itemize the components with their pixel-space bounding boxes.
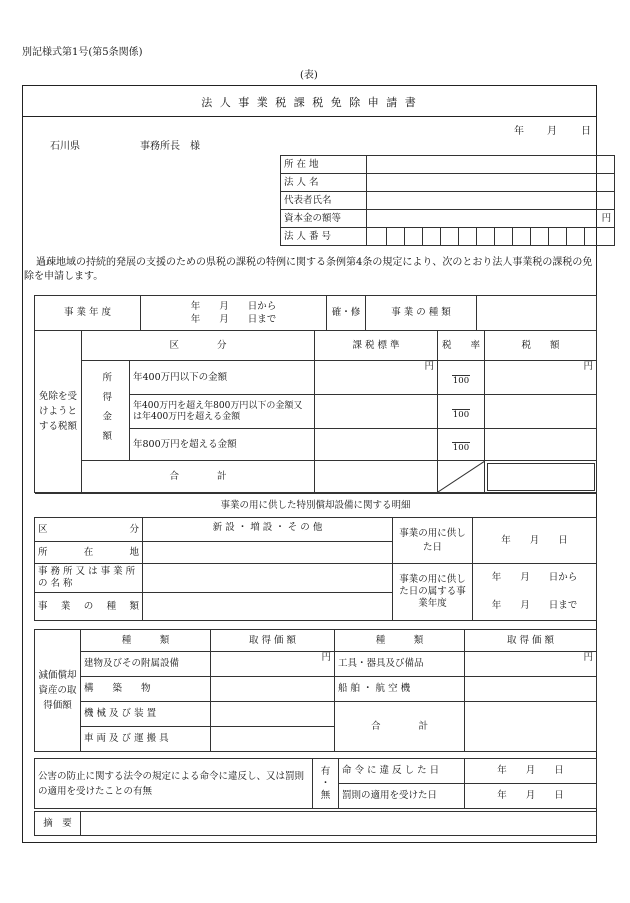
order-violation-date-label: 命 令 に 違 反 し た 日 <box>339 759 465 784</box>
use-year-label: 事業の用に供した日の属する事業年度 <box>393 564 473 621</box>
business-year-label: 事 業 年 度 <box>35 296 141 331</box>
addressee-prefecture: 石川県 <box>50 141 80 152</box>
tax-header-kubun: 区 分 <box>82 331 315 361</box>
applicant-capital-label: 資本金の額等 <box>281 210 367 228</box>
use-year-field[interactable] <box>473 564 597 621</box>
tax-table <box>34 330 597 493</box>
violation-dot: ・ <box>320 777 331 789</box>
corp-number-digit[interactable] <box>367 228 387 246</box>
tax-total-rate-diagonal <box>438 461 485 493</box>
tax-row-3-label: 年800万円を超える金額 <box>130 429 315 461</box>
tax-row-1-amount[interactable]: 円 <box>485 361 597 395</box>
summary-label: 摘 要 <box>35 812 81 836</box>
equipment-kubun-options[interactable]: 新 設 ・ 増 設 ・ そ の 他 <box>143 518 393 542</box>
corp-number-digit[interactable] <box>423 228 441 246</box>
applicant-name-field[interactable] <box>367 174 615 192</box>
rate-denominator: 100 <box>452 410 470 421</box>
business-type-field[interactable] <box>477 296 597 331</box>
equipment-office-label: 事 務 所 又 は 事 業 所 の 名 称 <box>35 564 143 593</box>
tax-header-rate: 税 率 <box>438 331 485 361</box>
rate-denominator: 100 <box>452 376 470 387</box>
asset-buildings-price[interactable]: 円 <box>211 652 335 677</box>
corp-number-digit[interactable] <box>441 228 459 246</box>
tax-row-3-rate[interactable] <box>438 429 485 461</box>
violation-yes[interactable]: 有 <box>320 765 331 777</box>
business-year-period[interactable] <box>141 296 327 331</box>
equipment-table <box>34 493 597 621</box>
corp-number-digit[interactable] <box>405 228 423 246</box>
diagonal-line <box>438 461 485 492</box>
corp-number-digit[interactable] <box>513 228 531 246</box>
tax-row-1-label: 年400万円以下の金額 <box>130 361 315 395</box>
tax-row-3-base[interactable] <box>315 429 438 461</box>
assets-header-kind-left: 種 類 <box>81 630 211 652</box>
corp-number-digit[interactable] <box>459 228 477 246</box>
equipment-address-field[interactable] <box>143 542 393 564</box>
violation-yes-no[interactable] <box>313 759 339 809</box>
asset-vehicles-label: 車 両 及 び 運 搬 具 <box>81 727 211 752</box>
use-date-field[interactable]: 年 月 日 <box>473 518 597 564</box>
corp-number-digit[interactable] <box>477 228 495 246</box>
equipment-biztype-field[interactable] <box>143 592 393 621</box>
order-violation-date-field[interactable]: 年 月 日 <box>465 759 597 784</box>
tax-header-base: 課 税 標 準 <box>315 331 438 361</box>
equipment-address-label: 所 在 地 <box>35 542 143 564</box>
date-day: 日 <box>581 126 591 137</box>
violation-no[interactable]: 無 <box>320 789 331 801</box>
tax-row-2-rate[interactable] <box>438 395 485 429</box>
asset-structures-label: 構 築 物 <box>81 677 211 702</box>
use-year-from: 年 月 日から <box>491 572 578 583</box>
equipment-office-field[interactable] <box>143 564 393 593</box>
applicant-address-field[interactable] <box>367 156 615 174</box>
equipment-biztype-label: 事 業 の 種 類 <box>35 592 143 621</box>
assets-total-price[interactable] <box>465 702 597 752</box>
tax-total-base[interactable] <box>315 461 438 493</box>
tax-row-2-amount[interactable] <box>485 395 597 429</box>
date-year: 年 <box>514 126 524 137</box>
tax-row-1-base[interactable]: 円 <box>315 361 438 395</box>
applicant-rep-field[interactable] <box>367 192 615 210</box>
business-year-table <box>34 295 597 331</box>
corp-number-digit[interactable] <box>495 228 513 246</box>
corp-number-digit[interactable] <box>585 228 615 246</box>
date-month: 月 <box>547 126 557 137</box>
business-type-label: 事 業 の 種 類 <box>366 296 477 331</box>
intro-text: 過疎地域の持続的発展の支援のための県税の課税の特例に関する条例第4条の規定により、次のとおり法人事業税の課税の免除を申請します。 <box>24 257 593 282</box>
applicant-table <box>280 155 615 246</box>
title-divider <box>22 116 597 117</box>
violation-table <box>34 758 597 809</box>
period-from: 年 月 日から <box>190 301 277 312</box>
tax-row-2-label: 年400万円を超え年800万円以下の金額又は年400万円を超える金額 <box>130 395 315 429</box>
assets-header-kind-right: 種 類 <box>335 630 465 652</box>
asset-vehicles-price[interactable] <box>211 727 335 752</box>
equipment-kubun-label: 区 分 <box>35 518 143 542</box>
form-title: 法 人 事 業 税 課 税 免 除 申 請 書 <box>201 96 418 109</box>
applicant-number-label: 法 人 番 号 <box>281 228 367 246</box>
corp-number-digit[interactable] <box>387 228 405 246</box>
corp-number-digit[interactable] <box>531 228 549 246</box>
tax-side-label: 免除を受けようとする税額 <box>35 331 82 493</box>
summary-field[interactable] <box>81 812 597 836</box>
asset-machinery-price[interactable] <box>211 702 335 727</box>
form-reference: 別記様式第1号(第5条関係) <box>22 47 143 58</box>
applicant-capital-field[interactable]: 円 <box>367 210 615 228</box>
income-label: 所得金額 <box>82 361 130 461</box>
use-year-to: 年 月 日まで <box>491 600 578 611</box>
equipment-heading: 事業の用に供した特別償却設備に関する明細 <box>35 494 597 518</box>
asset-machinery-label: 機 械 及 び 装 置 <box>81 702 211 727</box>
use-date-label: 事業の用に供した日 <box>393 518 473 564</box>
asset-tools-price[interactable]: 円 <box>465 652 597 677</box>
asset-buildings-label: 建物及びその附属設備 <box>81 652 211 677</box>
tax-row-2-base[interactable] <box>315 395 438 429</box>
applicant-rep-label: 代表者氏名 <box>281 192 367 210</box>
penalty-date-field[interactable]: 年 月 日 <box>465 784 597 809</box>
tax-total-amount[interactable] <box>485 461 597 493</box>
tax-row-3-amount[interactable] <box>485 429 597 461</box>
asset-ships-price[interactable] <box>465 677 597 702</box>
form-side-label: (表) <box>300 70 318 81</box>
assets-header-price-right: 取 得 価 額 <box>465 630 597 652</box>
asset-tools-label: 工具・器具及び備品 <box>335 652 465 677</box>
corp-number-digit[interactable] <box>567 228 585 246</box>
tax-header-amount: 税 額 <box>485 331 597 361</box>
assets-table <box>34 629 597 752</box>
asset-structures-price[interactable] <box>211 677 335 702</box>
applicant-name-label: 法 人 名 <box>281 174 367 192</box>
penalty-date-label: 罰則の適用を受けた日 <box>339 784 465 809</box>
tax-total-label: 合 計 <box>82 461 315 493</box>
applicant-address-label: 所 在 地 <box>281 156 367 174</box>
violation-question: 公害の防止に関する法令の規定による命令に違反し、又は罰則の適用を受けたことの有無 <box>35 759 313 809</box>
confirm-amend-mark[interactable]: 確・修 <box>327 296 366 331</box>
rate-denominator: 100 <box>452 443 470 454</box>
assets-side-label: 減価償却資産の取得価額 <box>35 630 81 752</box>
asset-ships-label: 船 舶 ・ 航 空 機 <box>335 677 465 702</box>
summary-table <box>34 811 597 836</box>
tax-row-1-rate[interactable] <box>438 361 485 395</box>
addressee-office: 事務所長 様 <box>140 141 200 152</box>
assets-header-price-left: 取 得 価 額 <box>211 630 335 652</box>
period-to: 年 月 日まで <box>190 314 277 325</box>
corp-number-digit[interactable] <box>549 228 567 246</box>
assets-total-label: 合 計 <box>335 702 465 752</box>
